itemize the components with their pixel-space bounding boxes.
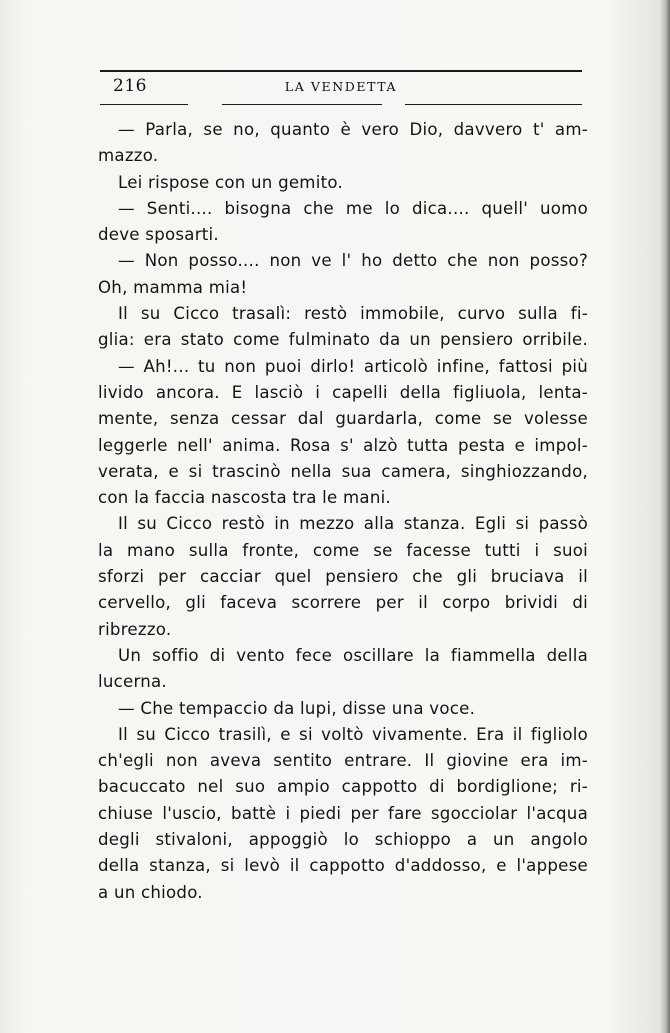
- text-line: Lei rispose con un gemito.: [118, 172, 343, 192]
- text-line: con la faccia nascosta tra le mani.: [98, 488, 391, 508]
- text-line: lucerna.: [98, 672, 167, 692]
- text-line: chiuse l'uscio, battè i piedi per fare sgocciolar l'acqua: [98, 803, 588, 823]
- text-line: della stanza, si levò il cappotto d'addosso, e l'appese: [98, 856, 588, 876]
- text-line: Il su Cicco trasalì: restò immobile, curvo sulla fi-: [118, 304, 588, 324]
- text-line: cervello, gli faceva scorrere per il corpo brividi di: [98, 593, 588, 613]
- text-line: la mano sulla fronte, come se facesse tutti i suoi: [98, 540, 588, 560]
- text-line: — Che tempaccio da lupi, disse una voce.: [118, 698, 476, 718]
- header-bottom-rule: [100, 104, 188, 105]
- running-head: LA VENDETTA: [284, 79, 398, 94]
- text-line: degli stivaloni, appoggiò lo schioppo a un angolo: [98, 830, 588, 850]
- text-line: mente, senza cessar dal guardarla, come se volesse: [98, 409, 588, 429]
- text-line: — Parla, se no, quanto è vero Dio, davvero t' am-: [118, 120, 588, 139]
- header-bottom-rule: [222, 104, 382, 105]
- page-edge-shadow: [660, 0, 670, 1033]
- page-number: 216: [113, 76, 147, 96]
- text-line: — Non posso.... non ve l' ho detto che non posso?: [118, 251, 588, 271]
- text-line: mazzo.: [98, 146, 159, 166]
- text-line: Il su Cicco trasilì, e si voltò vivamente. Era il figliolo: [118, 724, 588, 744]
- text-line: Un soffio di vento fece oscillare la fiammella della: [118, 645, 588, 665]
- text-line: verata, e si trascinò nella sua camera, singhiozzando,: [98, 461, 588, 481]
- text-line: leggerle nell' anima. Rosa s' alzò tutta pesta e impol-: [98, 435, 588, 455]
- text-line: sforzi per cacciar quel pensiero che gli bruciava il: [98, 567, 588, 587]
- text-line: a un chiodo.: [98, 882, 203, 902]
- header-bottom-rule: [405, 104, 582, 105]
- text-line: — Ah!... tu non puoi dirlo! articolò infine, fattosi più: [118, 356, 588, 376]
- header-top-rule: [100, 70, 582, 72]
- text-line: livido ancora. E lasciò i capelli della figliuola, lenta-: [98, 382, 588, 402]
- text-line: bacuccato nel suo ampio cappotto di bordiglione; ri-: [98, 777, 588, 797]
- page-header: [100, 76, 582, 102]
- body-text: [98, 117, 588, 906]
- text-line: Il su Cicco restò in mezzo alla stanza. Egli si passò: [118, 514, 588, 534]
- text-line: deve sposarti.: [98, 225, 219, 245]
- text-line: Oh, mamma mia!: [98, 277, 248, 297]
- text-line: ribrezzo.: [98, 619, 172, 639]
- text-line: glia: era stato come fulminato da un pensiero orribile.: [98, 330, 588, 350]
- text-line: — Senti.... bisogna che me lo dica.... quell' uomo: [118, 198, 588, 218]
- text-line: ch'egli non aveva sentito entrare. Il giovine era im-: [98, 751, 588, 771]
